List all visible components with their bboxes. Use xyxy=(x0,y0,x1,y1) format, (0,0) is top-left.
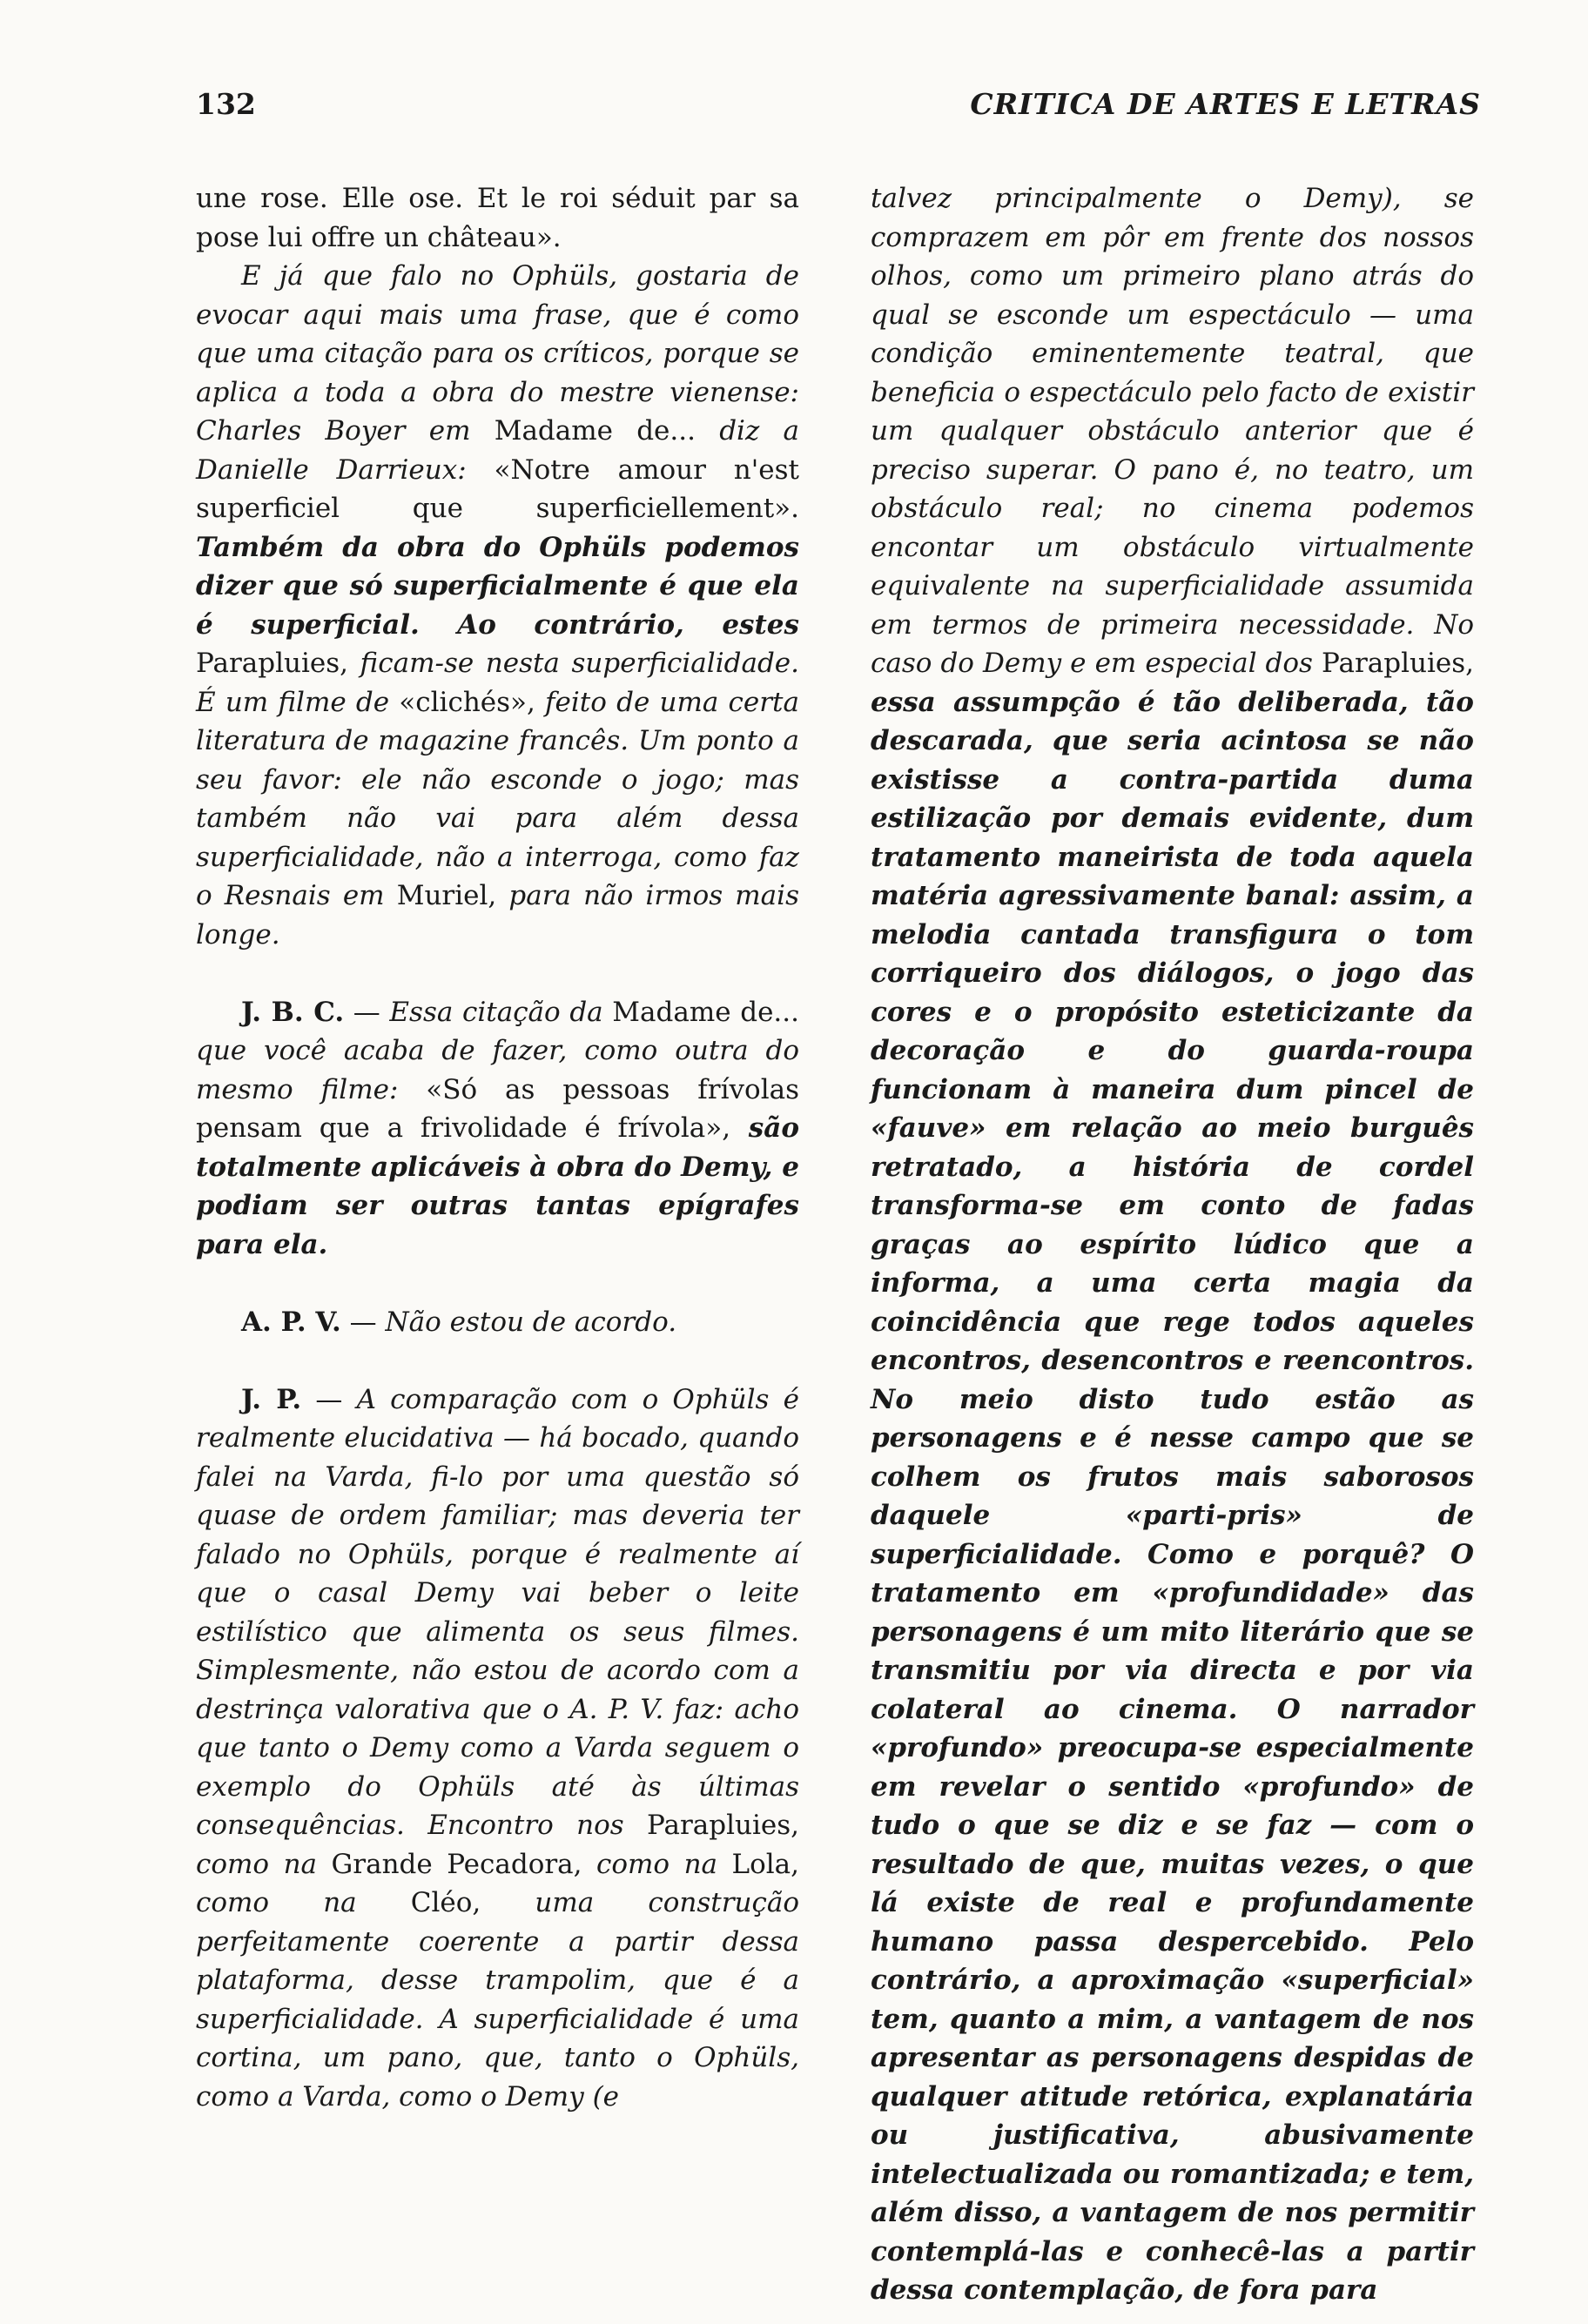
left-column xyxy=(196,179,799,2116)
speaker-name: J. P. xyxy=(241,1383,302,1415)
right-column xyxy=(871,179,1474,2310)
text-span: A comparação com o Ophüls é realmente elucidativa — há bocado, quando falei na Varda, fi-lo por uma questão só quase de ordem familiar; mas deveria ter falado no Ophüls, porque é realmente aí que o casal Demy vai beber o leite estilístico que alimenta os seus filmes. Simplesmente, não estou de acordo com a destrinça valorativa que o A. P. V. faz: acho que tanto o Demy como a Varda seguem o exemplo do Ophüls até às últimas consequências. Encontro nos xyxy=(196,1383,799,1841)
text-span: como na xyxy=(196,1848,332,1880)
film-title-madame: Madame de... xyxy=(612,996,799,1028)
film-title-parapluies: Parapluies, xyxy=(1322,648,1474,679)
speaker-name: A. P. V. xyxy=(241,1306,341,1338)
text-span: ficam-se nesta superficialidade. É um filme de xyxy=(196,648,799,718)
text-span: E já que falo no Ophüls, gostaria de evocar aqui mais uma frase, que é como que uma citação para os críticos, porque se aplica a toda a obra do mestre vienense: Charles Boyer em xyxy=(196,260,799,447)
dash: — xyxy=(340,1306,386,1338)
film-title-parapluies: Parapluies, xyxy=(196,648,348,679)
text-span: diz a Danielle Darrieux: xyxy=(196,415,800,486)
film-title-parapluies: Parapluies, xyxy=(647,1810,799,1841)
text-span: para não irmos mais longe. xyxy=(196,880,799,950)
text-span: Essa citação da xyxy=(389,996,613,1028)
running-header: CRITICA DE ARTES E LETRAS xyxy=(970,87,1481,121)
quote-text: «Só as pessoas frívolas pensam que a frivolidade é frívola», xyxy=(196,1073,799,1144)
page-number: 132 xyxy=(196,87,256,121)
film-title-pecadora: Grande Pecadora, xyxy=(331,1848,582,1880)
film-title-lola: Lola, xyxy=(731,1848,799,1880)
film-title-cleo: Cléo, xyxy=(410,1887,481,1918)
paragraph-continuation xyxy=(871,179,1474,2310)
paragraph-jbc xyxy=(196,993,799,1265)
text-span: Não estou de acordo. xyxy=(385,1306,677,1338)
text-span: talvez principalmente o Demy), se comprazem em pôr em frente dos nossos olhos, como um primeiro plano atrás do qual se esconde um espectáculo — uma condição eminentemente teatral, que beneficia o espectáculo pelo facto de existir um qualquer obstáculo anterior que é preciso superar. O pano é, no teatro, um obstáculo real; no cinema podemos encontar um obstáculo virtualmente equivalente na superficialidade assumida em termos de primeira necessidade. No caso do Demy e em especial dos xyxy=(871,183,1474,679)
paragraph-continuation: une rose. Elle ose. Et le roi séduit par sa pose lui offre un château». xyxy=(196,183,799,253)
text-span: como na xyxy=(582,1848,732,1880)
speaker-name: J. B. C. xyxy=(241,996,345,1028)
cliches-text: «clichés», xyxy=(399,686,535,718)
text-span: Também da obra do Ophüls podemos dizer que só superficialmente é que ela é superficial. Ao contrário, estes xyxy=(196,531,799,641)
text-span: feito de uma certa literatura de magazine francês. Um ponto a seu favor: ele não esconde o jogo; mas também não vai para além dessa superficialidade, não a interroga, como faz o Resnais em xyxy=(196,686,799,911)
text-span: essa assumpção é tão deliberada, tão descarada, que seria acintosa se não existisse a contra-partida duma estilização por demais evidente, dum tratamento maneirista de toda aquela matéria agressivamente banal: assim, a melodia cantada transfigura o tom corriqueiro dos diálogos, o jogo das cores e o propósito esteticizante da decoração e do guarda-roupa funcionam à maneira dum pincel de «fauve» em relação ao meio burguês retratado, a história de cordel transforma-se em conto de fadas graças ao espírito lúdico que a informa, a uma certa magia da coincidência que rege todos aqueles encontros, desencontros e reencontros. No meio disto tudo estão as personagens e é nesse campo que se colhem os frutos mais saborosos daquele «parti-pris» de superficialidade. Como e porquê? O tratamento em «profundidade» das personagens é um mito literário que se transmitiu por via directa e por via colateral ao cinema. O narrador «profundo» preocupa-se especialmente em revelar o sentido «profundo» de tudo o que se diz e se faz — com o resultado de que, muitas vezes, o que lá existe de real e profundamente humano passa despercebido. Pelo contrário, a aproximação «superficial» tem, quanto a mim, a vantagem de nos apresentar as personagens despidas de qualquer atitude retórica, explanatária ou justificativa, abusivamente intelectualizada ou romantizada; e tem, além disso, a vantagem de nos permitir contemplá-las e conhecê-las a partir dessa contemplação, de fora para xyxy=(871,686,1474,2306)
paragraph-apv xyxy=(196,1303,799,1342)
text-span: uma construção perfeitamente coerente a partir dessa plataforma, desse trampolim, que é a superficialidade. A superficialidade é uma cortina, um pano, que, tanto o Ophüls, como a Varda, como o Demy (e xyxy=(196,1887,799,2112)
dash: — xyxy=(301,1383,357,1415)
text-span: são totalmente aplicáveis à obra do Demy, e podiam ser outras tantas epígrafes para ela. xyxy=(196,1112,799,1260)
film-title-muriel: Muriel, xyxy=(396,880,497,911)
quote-text: «Notre amour n'est superficiel que superficiellement». xyxy=(196,453,799,524)
dash: — xyxy=(344,996,390,1028)
film-title-madame: Madame de... xyxy=(494,415,696,447)
paragraph-ophuls-quote xyxy=(196,257,799,954)
text-span: como na xyxy=(196,1887,411,1918)
text-span: que você acaba de fazer, como outra do mesmo filme: xyxy=(196,1035,799,1105)
paragraph-jp xyxy=(196,1380,799,2117)
